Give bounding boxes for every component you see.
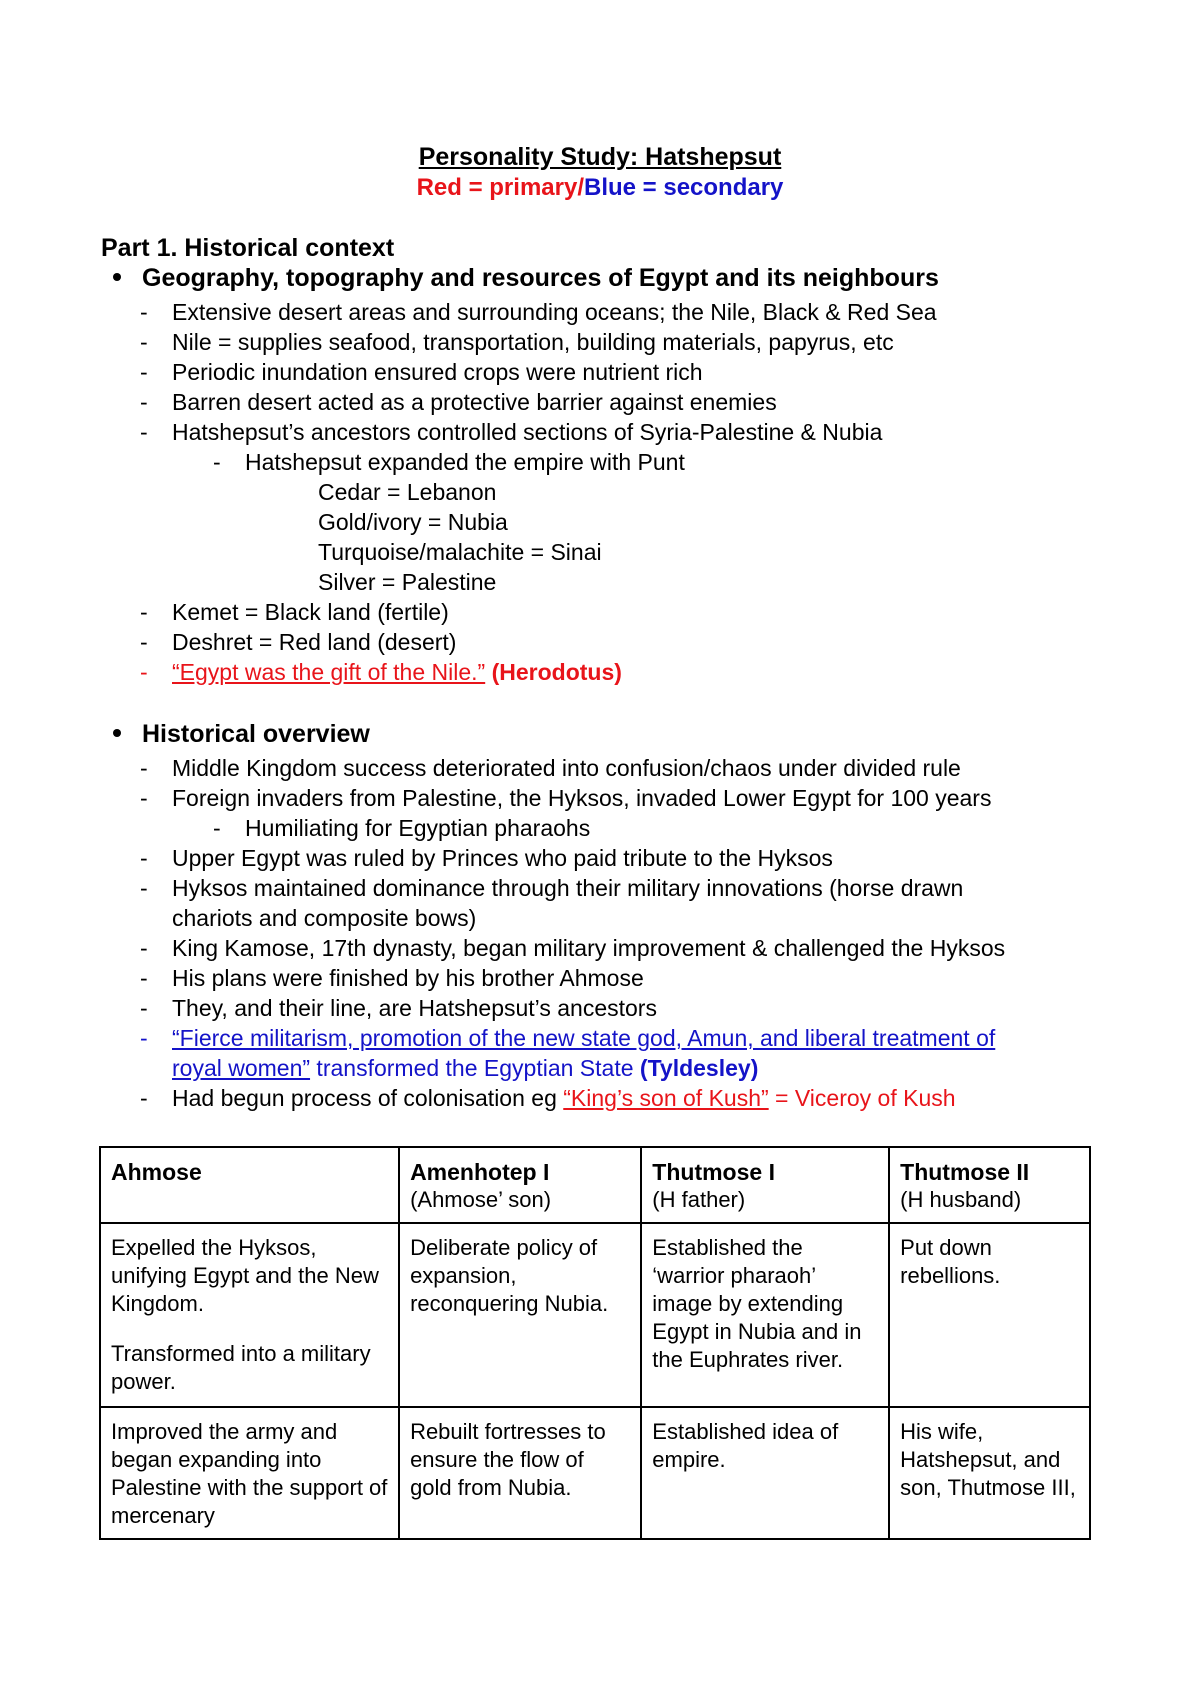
list-item-continued: chariots and composite bows) bbox=[172, 905, 477, 931]
dash-marker: - bbox=[140, 1085, 148, 1111]
list-item: Barren desert acted as a protective barrier against enemies bbox=[172, 389, 777, 415]
dash-marker: - bbox=[140, 389, 148, 415]
dash-marker: - bbox=[140, 359, 148, 385]
dash-marker: - bbox=[140, 995, 148, 1021]
dash-marker: - bbox=[140, 659, 148, 685]
tyldesley-quote: “Fierce militarism, promotion of the new state god, Amun, and liberal treatment of bbox=[172, 1025, 996, 1051]
dash-marker: - bbox=[140, 1025, 148, 1051]
color-legend bbox=[0, 174, 1200, 202]
legend-primary: Red = primary bbox=[416, 174, 578, 201]
table-cell bbox=[399, 1223, 641, 1407]
tyldesley-source: (Tyldesley) bbox=[639, 1055, 759, 1081]
table-cell bbox=[399, 1407, 641, 1539]
legend-separator: / bbox=[577, 174, 584, 201]
header-name: Thutmose I bbox=[652, 1159, 775, 1185]
table-header-cell bbox=[100, 1147, 399, 1223]
dash-marker: - bbox=[140, 755, 148, 781]
herodotus-source: (Herodotus) bbox=[491, 659, 622, 685]
resource-item: Cedar = Lebanon bbox=[318, 479, 497, 505]
dash-marker: - bbox=[213, 449, 221, 475]
header-name: Thutmose II bbox=[900, 1159, 1030, 1185]
kush-suffix: = Viceroy of Kush bbox=[768, 1085, 956, 1111]
dash-marker: - bbox=[140, 875, 148, 901]
dash-marker: - bbox=[140, 785, 148, 811]
list-item: Periodic inundation ensured crops were nutrient rich bbox=[172, 359, 703, 385]
dash-marker: - bbox=[140, 419, 148, 445]
part-heading: Part 1. Historical context bbox=[101, 234, 395, 262]
tyldesley-text: transformed the Egyptian State bbox=[310, 1055, 640, 1081]
overview-heading-text: Historical overview bbox=[142, 720, 370, 748]
table-header-row bbox=[100, 1147, 1090, 1223]
cell-text: Expelled the Hyksos, unifying Egypt and the New Kingdom. bbox=[111, 1235, 379, 1316]
list-item: Foreign invaders from Palestine, the Hyksos, invaded Lower Egypt for 100 years bbox=[172, 785, 992, 811]
list-item: Upper Egypt was ruled by Princes who paid tribute to the Hyksos bbox=[172, 845, 833, 871]
cell-text: Improved the army and began expanding into Palestine with the support of mercenary bbox=[111, 1419, 388, 1528]
kush-quote: “King’s son of Kush” bbox=[563, 1085, 769, 1111]
list-item: King Kamose, 17th dynasty, began military improvement & challenged the Hyksos bbox=[172, 935, 1006, 961]
table-header-cell bbox=[399, 1147, 641, 1223]
bullet-icon bbox=[113, 273, 121, 281]
geography-heading bbox=[113, 264, 939, 293]
header-sub: (H father) bbox=[652, 1187, 746, 1212]
list-item: Hatshepsut’s ancestors controlled sections of Syria-Palestine & Nubia bbox=[172, 419, 883, 445]
list-item: Middle Kingdom success deteriorated into confusion/chaos under divided rule bbox=[172, 755, 961, 781]
cell-text: Rebuilt fortresses to ensure the flow of gold from Nubia. bbox=[410, 1419, 606, 1500]
bullet-icon bbox=[113, 729, 121, 737]
table-header-cell bbox=[641, 1147, 889, 1223]
list-item: Nile = supplies seafood, transportation, building materials, papyrus, etc bbox=[172, 329, 894, 355]
overview-heading bbox=[113, 720, 370, 749]
table-cell bbox=[889, 1407, 1090, 1539]
list-item: Kemet = Black land (fertile) bbox=[172, 599, 449, 625]
dash-marker: - bbox=[140, 965, 148, 991]
table-cell bbox=[100, 1407, 399, 1539]
sub-list-item: Humiliating for Egyptian pharaohs bbox=[245, 815, 591, 841]
pharaoh-table bbox=[99, 1146, 1091, 1540]
header-name: Amenhotep I bbox=[410, 1159, 550, 1185]
page-title: Personality Study: Hatshepsut bbox=[418, 143, 782, 171]
tyldesley-quote-line-2 bbox=[172, 1053, 758, 1083]
resource-item: Silver = Palestine bbox=[318, 569, 497, 595]
kush-line bbox=[172, 1083, 956, 1113]
table-cell bbox=[641, 1223, 889, 1407]
table-row bbox=[100, 1407, 1090, 1539]
cell-text: His wife, Hatshepsut, and son, Thutmose III, bbox=[900, 1419, 1076, 1500]
sub-list-item: Hatshepsut expanded the empire with Punt bbox=[245, 449, 685, 475]
cell-text: Deliberate policy of expansion, reconquering Nubia. bbox=[410, 1235, 609, 1316]
kush-prefix: Had begun process of colonisation eg bbox=[172, 1085, 564, 1111]
table-cell bbox=[889, 1223, 1090, 1407]
tyldesley-quote-line-1 bbox=[172, 1023, 995, 1053]
list-item: They, and their line, are Hatshepsut’s ancestors bbox=[172, 995, 657, 1021]
dash-marker: - bbox=[140, 935, 148, 961]
herodotus-quote: “Egypt was the gift of the Nile.” bbox=[172, 659, 486, 685]
list-item: Hyksos maintained dominance through their military innovations (horse drawn bbox=[172, 875, 964, 901]
table-row bbox=[100, 1223, 1090, 1407]
tyldesley-quote-end: royal women” bbox=[172, 1055, 311, 1081]
dash-marker: - bbox=[213, 815, 221, 841]
resource-item: Turquoise/malachite = Sinai bbox=[318, 539, 602, 565]
table-cell bbox=[100, 1223, 399, 1407]
dash-marker: - bbox=[140, 329, 148, 355]
list-item: Extensive desert areas and surrounding oceans; the Nile, Black & Red Sea bbox=[172, 299, 937, 325]
header-sub: (Ahmose’ son) bbox=[410, 1187, 552, 1212]
table-cell bbox=[641, 1407, 889, 1539]
herodotus-quote-line bbox=[172, 657, 622, 687]
dash-marker: - bbox=[140, 299, 148, 325]
geography-heading-text: Geography, topography and resources of Egypt and its neighbours bbox=[142, 264, 939, 292]
list-item: Deshret = Red land (desert) bbox=[172, 629, 457, 655]
dash-marker: - bbox=[140, 845, 148, 871]
header-sub: (H husband) bbox=[900, 1187, 1022, 1212]
list-item: His plans were finished by his brother Ahmose bbox=[172, 965, 644, 991]
table-header-cell bbox=[889, 1147, 1090, 1223]
cell-text: Established the ‘warrior pharaoh’ image by extending Egypt in Nubia and in the Euphrates river. bbox=[652, 1235, 862, 1372]
dash-marker: - bbox=[140, 629, 148, 655]
legend-secondary: Blue = secondary bbox=[583, 174, 784, 201]
dash-marker: - bbox=[140, 599, 148, 625]
cell-text: Transformed into a military power. bbox=[111, 1341, 371, 1394]
cell-text: Put down rebellions. bbox=[900, 1235, 1001, 1288]
header-name: Ahmose bbox=[111, 1159, 202, 1185]
cell-text: Established idea of empire. bbox=[652, 1419, 839, 1472]
resource-item: Gold/ivory = Nubia bbox=[318, 509, 508, 535]
